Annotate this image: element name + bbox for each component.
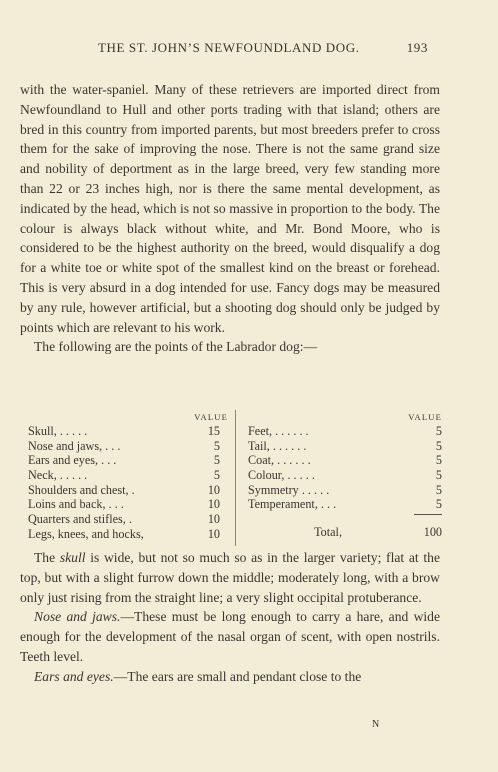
value-header-left: VALUE bbox=[194, 412, 228, 422]
total-label: Total, bbox=[314, 525, 342, 540]
point-value: 10 bbox=[207, 512, 220, 527]
term-nose-and-jaws: Nose and jaws. bbox=[34, 609, 121, 625]
points-column-right bbox=[248, 410, 442, 540]
point-row-left bbox=[28, 468, 228, 483]
point-name: Nose and jaws, . . . bbox=[28, 438, 121, 453]
main-text-continued bbox=[20, 548, 440, 687]
point-value: 5 bbox=[435, 438, 442, 453]
point-value: 5 bbox=[213, 453, 220, 468]
point-row-left bbox=[28, 497, 228, 512]
paragraph-skull bbox=[20, 548, 440, 607]
point-row-left bbox=[28, 453, 228, 468]
paragraph-retrievers: with the water-spaniel. Many of these retrievers are imported direct from Newfoundland to Hull and other ports trading with that island; others are bred in this country from imported parents, but most breeders prefer to cross them for the sake of improving the nose. There is not the same grand size and nobility of deportment as in the large breed, very few standing more than 22 or 23 inches high, nor is there the same mental development, as indicated by the head, which is not so massive in proportion to the body. The colour is always black without white, and Mr. Bond Moore, who is considered to be the highest authority on the breed, would disqualify a dog for a white toe or white spot of the smallest kind on the breast or forehead. This is very absurd in a dog intended for use. Fancy dogs may be measured by any rule, however artificial, but a shooting dog should only be judged by points which are relevant to his work. bbox=[20, 82, 440, 335]
total-value: 100 bbox=[423, 525, 442, 540]
point-name: Legs, knees, and hocks, bbox=[28, 526, 144, 541]
point-row-left bbox=[28, 424, 228, 439]
point-value: 5 bbox=[435, 453, 442, 468]
skull-text: is wide, but not so much so as in the larger variety; flat at the top, but with a slight furrow down the middle; moderately long, with a brow only just rising from the straight line; a very slight occipital protuberance. bbox=[20, 550, 440, 605]
point-value: 5 bbox=[213, 468, 220, 483]
running-title: THE ST. JOHN’S NEWFOUNDLAND DOG. bbox=[98, 40, 360, 55]
point-value: 5 bbox=[213, 438, 220, 453]
total-rule bbox=[414, 514, 442, 515]
point-row-right bbox=[248, 468, 442, 483]
column-divider bbox=[235, 410, 236, 546]
points-table bbox=[28, 410, 442, 546]
point-value: 10 bbox=[207, 497, 220, 512]
main-text bbox=[20, 80, 440, 357]
point-name: Neck, . . . . . bbox=[28, 468, 88, 483]
total-row bbox=[248, 525, 442, 540]
point-name: Tail, . . . . . . bbox=[248, 438, 307, 453]
point-name: Quarters and stifles, . bbox=[28, 512, 132, 527]
point-value: 5 bbox=[435, 482, 442, 497]
point-name: Temperament, . . . bbox=[248, 497, 337, 512]
page-number: 193 bbox=[406, 40, 428, 55]
nose-text: —These must be long enough to carry a hare, and wide enough for the development of the nasal organ of scent, with open nostrils. Teeth level. bbox=[20, 609, 440, 664]
value-header-right: VALUE bbox=[408, 412, 442, 422]
point-name: Coat, . . . . . . bbox=[248, 453, 311, 468]
point-row-right bbox=[248, 424, 442, 439]
point-name: Colour, . . . . . bbox=[248, 468, 315, 483]
point-row-right bbox=[248, 439, 442, 454]
point-value: 5 bbox=[435, 424, 442, 438]
ears-text: —The ears are small and pendant close to the bbox=[113, 668, 362, 684]
point-value: 10 bbox=[207, 482, 220, 497]
point-row-left bbox=[28, 512, 228, 527]
point-name: Loins and back, . . . bbox=[28, 497, 124, 512]
point-row-left bbox=[28, 439, 228, 454]
points-column-left bbox=[28, 410, 228, 542]
term-ears-and-eyes: Ears and eyes. bbox=[34, 668, 114, 684]
paragraph-nose bbox=[20, 607, 440, 666]
point-name: Feet, . . . . . . bbox=[248, 424, 309, 438]
skull-pre: The bbox=[34, 550, 60, 565]
point-name: Ears and eyes, . . . bbox=[28, 453, 117, 468]
term-skull: skull bbox=[59, 550, 86, 565]
points-intro: The following are the points of the Labrador dog:— bbox=[34, 339, 318, 355]
point-value: 10 bbox=[207, 526, 220, 541]
point-name: Shoulders and chest, . bbox=[28, 482, 135, 497]
point-row-right bbox=[248, 483, 442, 498]
point-row-right bbox=[248, 497, 442, 512]
signature-mark: N bbox=[372, 719, 380, 730]
point-value: 5 bbox=[435, 497, 442, 512]
point-row-left bbox=[28, 483, 228, 498]
point-value: 5 bbox=[435, 468, 442, 483]
point-value: 15 bbox=[207, 424, 220, 438]
point-row-left bbox=[28, 527, 228, 542]
paragraph-ears bbox=[20, 667, 440, 687]
point-name: Skull, . . . . . bbox=[28, 424, 88, 438]
point-name: Symmetry . . . . . bbox=[248, 482, 330, 497]
point-row-right bbox=[248, 453, 442, 468]
running-header bbox=[98, 40, 428, 56]
